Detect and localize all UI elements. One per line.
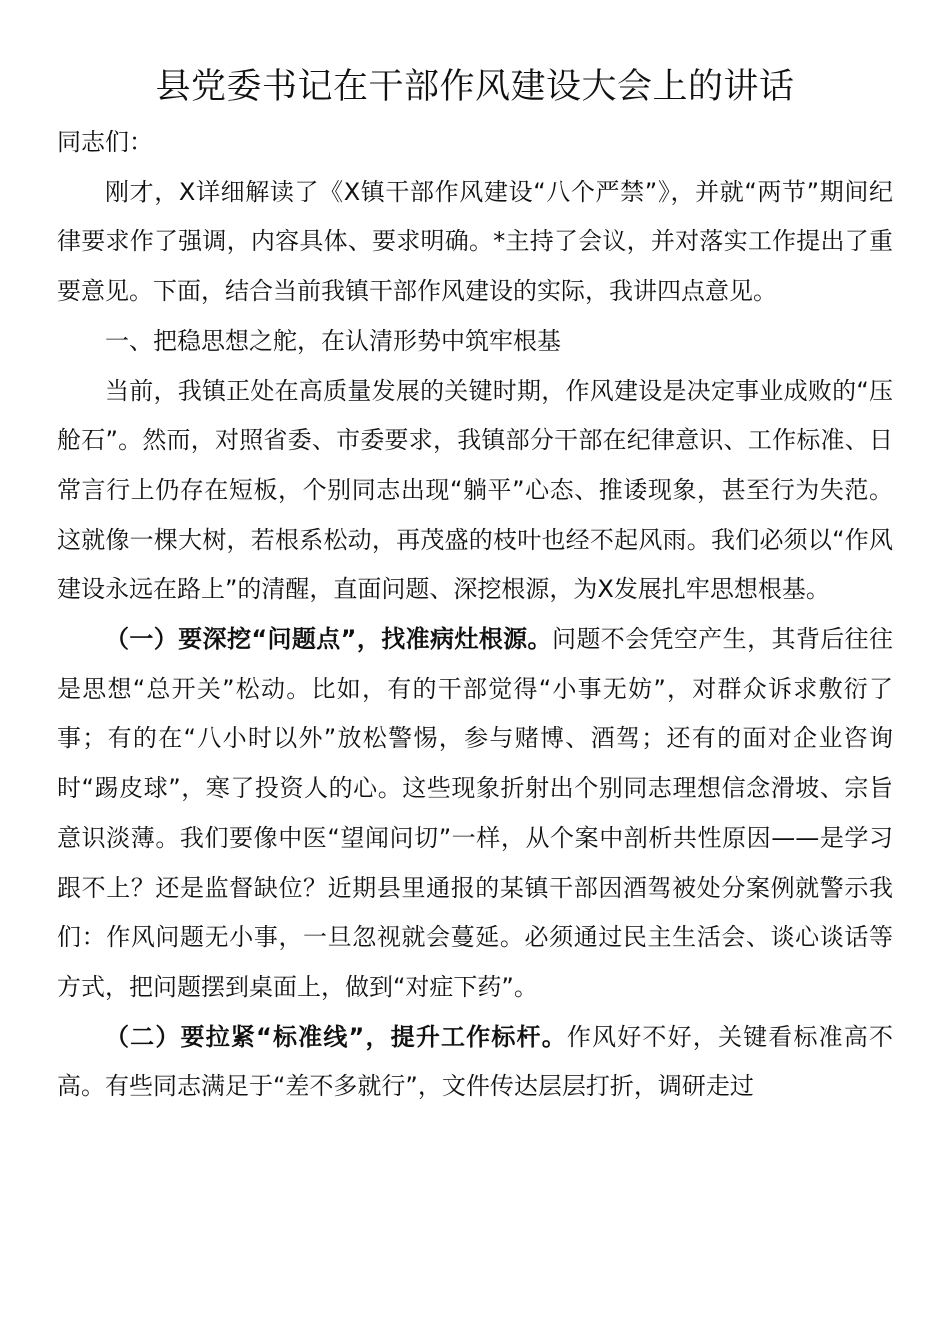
document-title: 县党委书记在干部作风建设大会上的讲话 [155, 67, 795, 107]
subheading-standard-line: （二）要拉紧“标准线”，提升工作标杆。 [105, 1022, 567, 1051]
document-body [57, 118, 893, 1112]
subheading-problem-point: （一）要深挖“问题点”，找准病灶根源。 [105, 625, 552, 654]
section-heading-1: 一、把稳思想之舵，在认清形势中筑牢根基 [105, 326, 561, 355]
paragraph-standard-line-text: 作风好不好，关键看标准高不高。有些同志满足于“差不多就行”，文件传达层层打折，调研走过 [57, 1022, 894, 1101]
paragraph-standard-line [57, 1013, 893, 1112]
paragraph-problem-point [57, 615, 893, 1013]
salutation: 同志们： [57, 128, 153, 156]
paragraph-intro: 刚才，X详细解读了《X镇干部作风建设“八个严禁”》，并就“两节”期间纪律要求作了强调，内容具体、要求明确。*主持了会议，并对落实工作提出了重要意见。下面，结合当前我镇干部作风建设的实际，我讲四点意见。 [57, 177, 893, 306]
paragraph-situation: 当前，我镇正处在高质量发展的关键时期，作风建设是决定事业成败的“压舱石”。然而，对照省委、市委要求，我镇部分干部在纪律意识、工作标准、日常言行上仍存在短板，个别同志出现“躺平”心态、推诿现象，甚至行为失范。这就像一棵大树，若根系松动，再茂盛的枝叶也经不起风雨。我们必须以“作风建设永远在路上”的清醒，直面问题、深挖根源，为X发展扎牢思想根基。 [57, 376, 893, 604]
paragraph-problem-point-text: 问题不会凭空产生，其背后往往是思想“总开关”松动。比如，有的干部觉得“小事无妨”，对群众诉求敷衍了事；有的在“八小时以外”放松警惕，参与赌博、酒驾；还有的面对企业咨询时“踢皮球”，寒了投资人的心。这些现象折射出个别同志理想信念滑坡、宗旨意识淡薄。我们要像中医“望闻问切”一样，从个案中剖析共性原因——是学习跟不上？还是监督缺位？近期县里通报的某镇干部因酒驾被处分案例就警示我们：作风问题无小事，一旦忽视就会蔓延。必须通过民主生活会、谈心谈话等方式，把问题摆到桌面上，做到“对症下药”。 [57, 625, 894, 1001]
